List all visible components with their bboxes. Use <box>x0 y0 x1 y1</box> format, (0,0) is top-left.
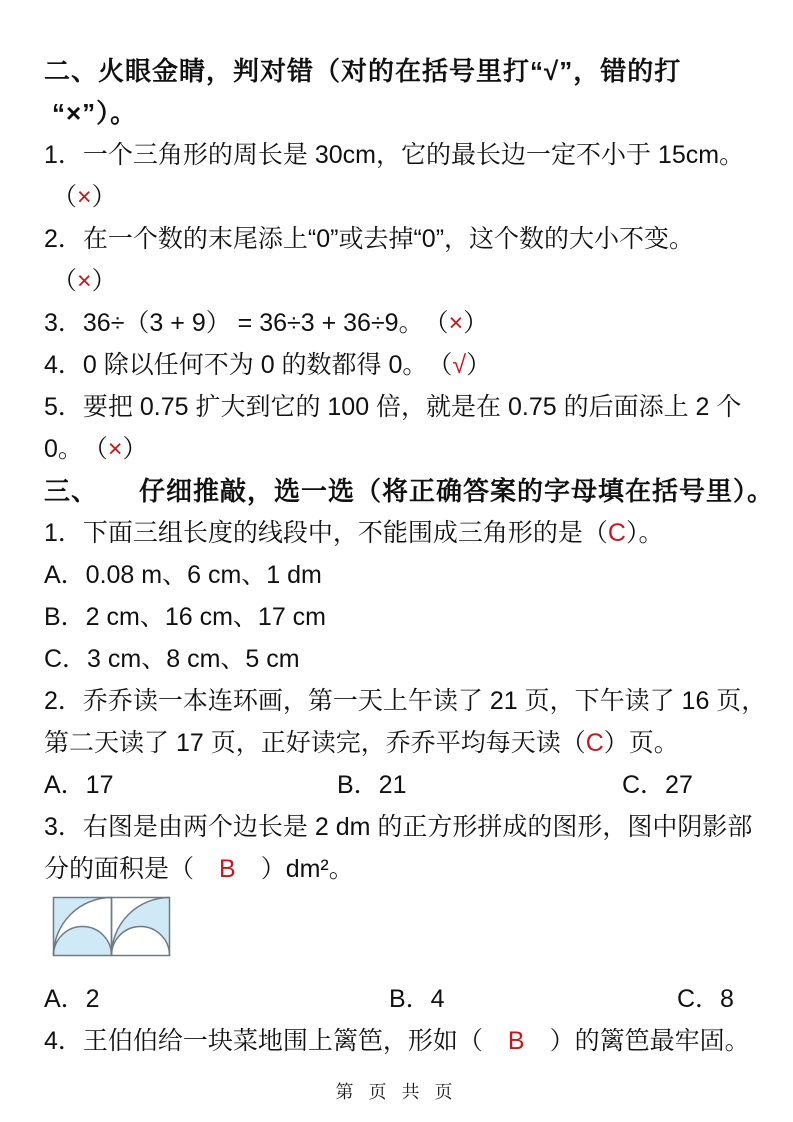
paren-close: ） <box>91 267 117 295</box>
paren-open: （ <box>52 183 78 211</box>
question-text: 4．王伯伯给一块菜地围上篱笆，形如（ <box>44 1027 508 1055</box>
answer-mark: × <box>107 435 123 463</box>
s3-q3-option-c: C．8 <box>677 985 734 1013</box>
section2-heading-line2: “×”）。 <box>52 98 138 128</box>
paren-close: ）页。 <box>603 729 679 757</box>
s2-answer-2 <box>44 260 756 302</box>
paren-close: ） <box>466 351 492 379</box>
answer-mark: B <box>219 855 236 883</box>
s3-question-4 <box>44 1020 756 1062</box>
shaded-squares-figure <box>52 896 756 958</box>
question-text: 3．36÷（3 + 9） = 36÷3 + 36÷9。 （ <box>44 309 449 337</box>
s3-question-3-line1: 3．右图是由两个边长是 2 dm 的正方形拼成的图形，图中阴影部 <box>44 813 753 841</box>
question-text: 1．下面三组长度的线段中，不能围成三角形的是（ <box>44 519 608 547</box>
s3-question-1 <box>44 512 756 554</box>
s3-q2-option-b: B．21 <box>337 771 407 799</box>
s2-question-2: 2．在一个数的末尾添上“0”或去掉“0”，这个数的大小不变。 <box>44 225 695 253</box>
paren-close: ）的篱笆最牢固。 <box>524 1027 750 1055</box>
paren-close: ）。 <box>625 519 664 547</box>
figure-svg <box>52 896 172 958</box>
s3-question-2-line2 <box>44 722 756 764</box>
page-footer: 第 页 共 页 <box>335 1082 458 1102</box>
s3-q2-options-row <box>44 764 756 806</box>
question-text: 第二天读了 17 页，正好读完，乔乔平均每天读（ <box>44 729 586 757</box>
paren-close: ） <box>122 435 148 463</box>
answer-mark: C <box>585 729 604 757</box>
answer-mark: × <box>77 183 92 211</box>
s3-q3-options-row <box>44 978 756 1020</box>
s2-question-5-line1: 5．要把 0.75 扩大到它的 100 倍，就是在 0.75 的后面添上 2 个 <box>44 393 742 421</box>
question-text: 0。 （ <box>44 435 108 463</box>
question-text: 4．0 除以任何不为 0 的数都得 0。 （ <box>44 351 453 379</box>
s2-question-1: 1．一个三角形的周长是 30cm，它的最长边一定不小于 15cm。 <box>44 141 745 169</box>
paren-close: ） <box>91 183 117 211</box>
s3-q2-option-a: A．17 <box>44 771 114 799</box>
paren-open: （ <box>52 267 78 295</box>
answer-mark: √ <box>452 351 467 379</box>
question-text: 分的面积是（ <box>44 855 220 883</box>
answer-mark: C <box>607 519 626 547</box>
s2-question-3 <box>44 302 756 344</box>
s3-question-3-line2 <box>44 848 756 890</box>
s3-q1-option-a: A．0.08 m、6 cm、1 dm <box>44 561 322 589</box>
worksheet-content <box>44 50 775 1062</box>
s2-question-4 <box>44 344 756 386</box>
s3-q2-option-c: C．27 <box>622 771 693 799</box>
section2-heading-line1: 二、火眼金睛，判对错（对的在括号里打“√”，错的打 <box>44 56 682 86</box>
answer-mark: B <box>507 1027 525 1055</box>
s3-q1-option-c: C．3 cm、8 cm、5 cm <box>44 645 300 673</box>
s2-question-5-line2 <box>44 428 756 470</box>
s3-q3-option-b: B．4 <box>389 985 445 1013</box>
s2-answer-1 <box>44 176 756 218</box>
s3-q1-option-b: B．2 cm、16 cm、17 cm <box>44 603 327 631</box>
s3-q3-option-a: A．2 <box>44 985 100 1013</box>
answer-mark: × <box>448 309 464 337</box>
answer-mark: × <box>77 267 92 295</box>
s3-question-2-line1: 2．乔乔读一本连环画，第一天上午读了 21 页，下午读了 16 页， <box>44 687 767 715</box>
paren-close: ）dm²。 <box>235 855 354 883</box>
section3-heading: 三、 仔细推敲，选一选（将正确答案的字母填在括号里）。 <box>44 476 775 506</box>
paren-close: ） <box>463 309 489 337</box>
